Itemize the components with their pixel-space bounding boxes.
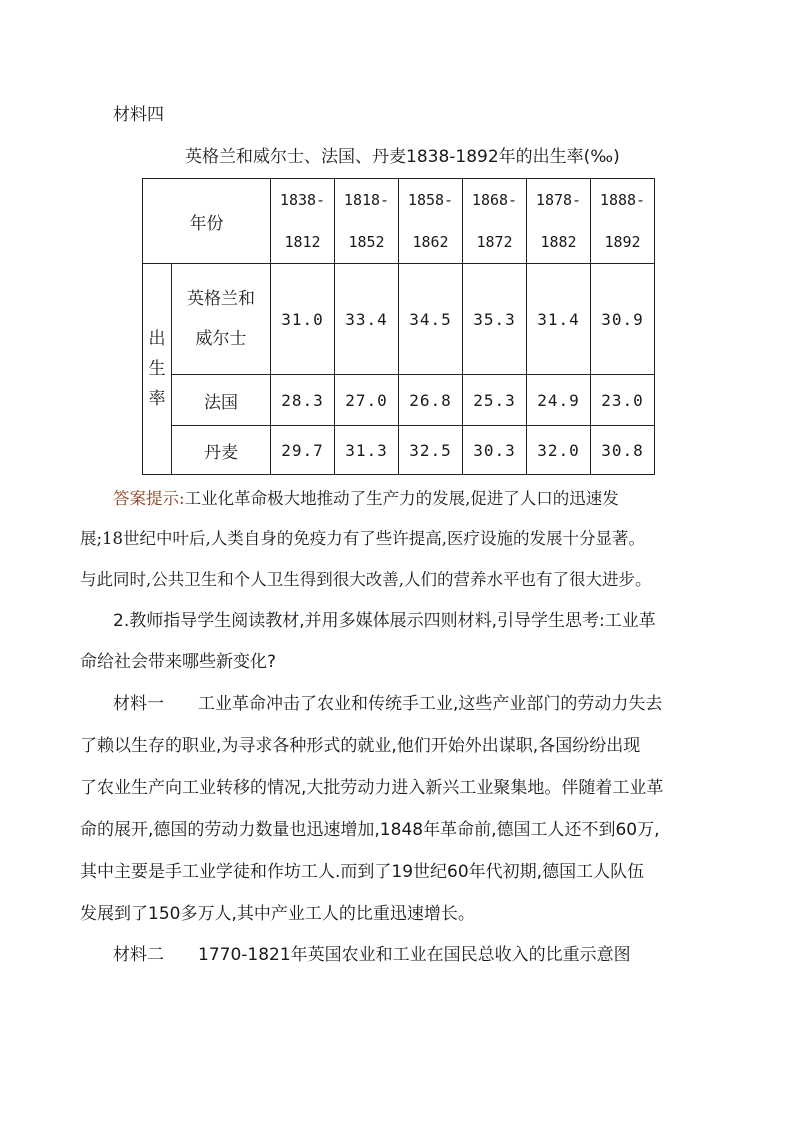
- answer-hint-line-2: 展;18世纪中叶后,人类自身的免疫力有了些许提高,医疗设施的发展十分显著。: [80, 529, 646, 548]
- material-one-line-2: 了赖以生存的职业,为寻求各种形式的就业,他们开始外出谋职,各国纷纷出现: [80, 736, 641, 756]
- period-start: 1838-: [279, 191, 326, 209]
- rate-value: 30.3: [463, 426, 527, 475]
- period-cell: [335, 179, 399, 264]
- rate-value: 23.0: [591, 375, 655, 426]
- answer-hint-line-1: [113, 487, 619, 511]
- rate-value: 31.0: [271, 264, 335, 375]
- rate-value: 31.4: [527, 264, 591, 375]
- period-start: 1858-: [407, 191, 454, 209]
- row-group-char: 生: [148, 359, 166, 379]
- rate-value: 27.0: [335, 375, 399, 426]
- period-end: 1812: [284, 233, 321, 251]
- period-end: 1882: [540, 233, 577, 251]
- period-start: 1878-: [535, 191, 582, 209]
- material-four-heading: 材料四: [113, 105, 164, 125]
- country-name: 法国: [204, 392, 238, 413]
- rate-value: 32.0: [527, 426, 591, 475]
- row-group-char: 出: [148, 329, 166, 349]
- answer-hint-text: 工业化革命极大地推动了生产力的发展,促进了人口的迅速发: [184, 489, 619, 508]
- period-cell: [463, 179, 527, 264]
- answer-hint-line-3: 与此同时,公共卫生和个人卫生得到很大改善,人们的营养水平也有了很大进步。: [80, 570, 652, 589]
- material-one-line-4: 命的展开,德国的劳动力数量也迅速增加,1848年革命前,德国工人还不到60万,: [80, 820, 660, 840]
- birth-rate-table: [142, 178, 655, 475]
- period-cell: [591, 179, 655, 264]
- row-group-char: 率: [148, 389, 166, 409]
- answer-hint-label: 答案提示:: [113, 489, 185, 508]
- country-name: 威尔士: [195, 329, 247, 349]
- question-2-line-2: 命给社会带来哪些新变化?: [80, 652, 277, 672]
- rate-value: 28.3: [271, 375, 335, 426]
- period-cell: [399, 179, 463, 264]
- rate-value: 24.9: [527, 375, 591, 426]
- year-header: 年份: [189, 213, 224, 234]
- material-one-line-5: 其中主要是手工业学徒和作坊工人.而到了19世纪60年代初期,德国工人队伍: [80, 862, 645, 882]
- period-cell: [527, 179, 591, 264]
- rate-value: 35.3: [463, 264, 527, 375]
- period-start: 1888-: [599, 191, 646, 209]
- country-name: 英格兰和: [187, 289, 255, 309]
- row-group-label: [143, 264, 172, 475]
- period-end: 1862: [412, 233, 449, 251]
- country-name: 丹麦: [204, 442, 238, 463]
- material-one-line-3: 了农业生产向工业转移的情况,大批劳动力进入新兴工业聚集地。伴随着工业革: [80, 778, 664, 798]
- rate-value: 26.8: [399, 375, 463, 426]
- period-end: 1872: [476, 233, 513, 251]
- country-cell: [172, 264, 271, 375]
- material-two-caption: 1770-1821年英国农业和工业在国民总收入的比重示意图: [198, 945, 631, 965]
- rate-value: 30.9: [591, 264, 655, 375]
- material-one-line-1: 工业革命冲击了农业和传统手工业,这些产业部门的劳动力失去: [198, 694, 663, 714]
- material-one-label: 材料一: [113, 694, 164, 714]
- rate-value: 31.3: [335, 426, 399, 475]
- table-caption: 英格兰和威尔士、法国、丹麦1838-1892年的出生率(‰): [185, 147, 620, 167]
- material-two-label: 材料二: [113, 945, 164, 965]
- country-cell: [172, 426, 271, 475]
- material-one-line-6: 发展到了150多万人,其中产业工人的比重迅速增长。: [80, 904, 475, 924]
- rate-value: 32.5: [399, 426, 463, 475]
- rate-value: 25.3: [463, 375, 527, 426]
- rate-value: 33.4: [335, 264, 399, 375]
- country-cell: [172, 375, 271, 426]
- rate-value: 29.7: [271, 426, 335, 475]
- rate-value: 30.8: [591, 426, 655, 475]
- rate-value: 34.5: [399, 264, 463, 375]
- period-end: 1892: [604, 233, 641, 251]
- period-start: 1818-: [343, 191, 390, 209]
- period-start: 1868-: [471, 191, 518, 209]
- period-end: 1852: [348, 233, 385, 251]
- period-cell: [271, 179, 335, 264]
- question-2-line-1: 2.教师指导学生阅读教材,并用多媒体展示四则材料,引导学生思考:工业革: [113, 611, 656, 631]
- year-header-cell: [143, 179, 271, 264]
